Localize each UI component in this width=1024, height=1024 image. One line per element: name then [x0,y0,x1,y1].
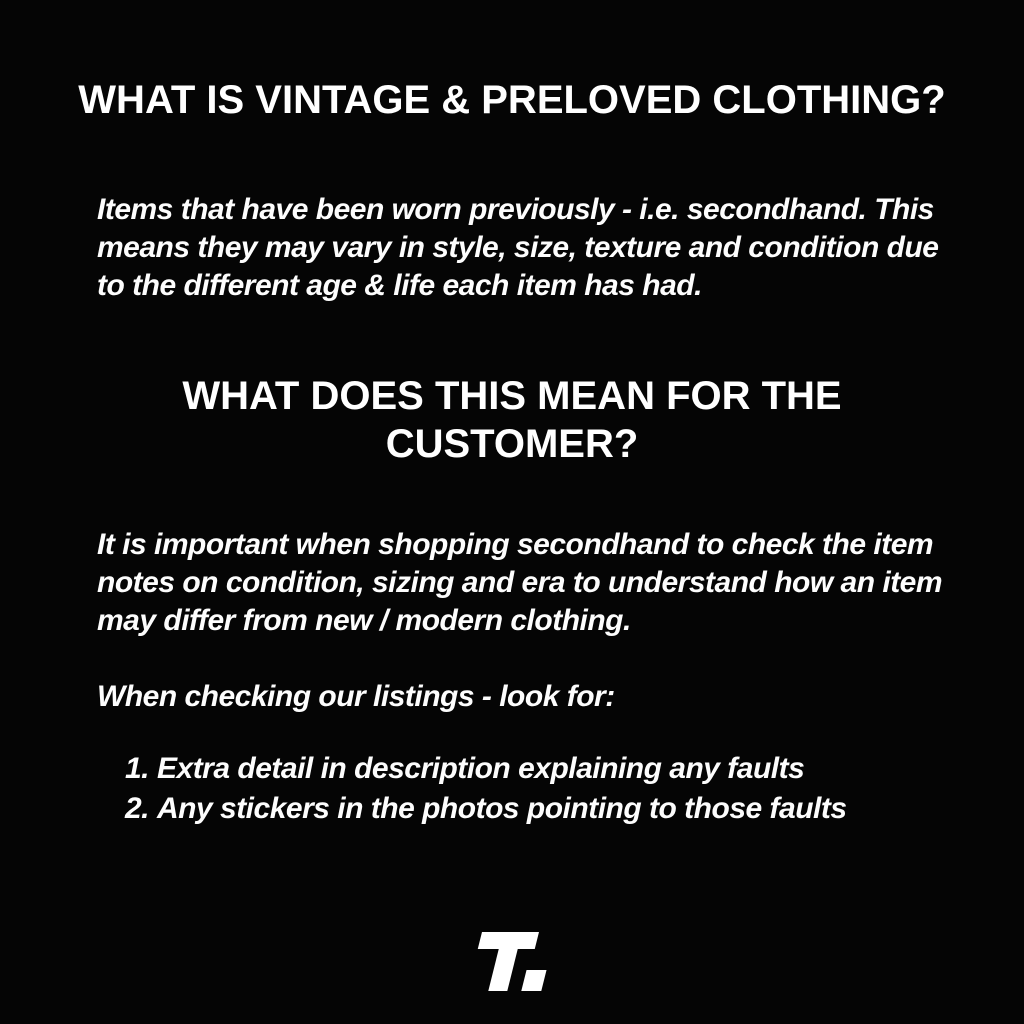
checklist-item-number: 2. [125,792,150,825]
brand-logo [477,932,547,992]
intro-paragraph-line-1: Items that have been worn previously - i.e. secondhand. This [97,193,934,226]
brand-logo-text [477,992,478,993]
intro-paragraph-line-3: to the different age & life each item has had. [97,269,702,302]
customer-paragraph-line-1: It is important when shopping secondhand to check the item [97,528,934,561]
customer-paragraph-line-3: may differ from new / modern clothing. [97,604,631,637]
customer-paragraph-line-2: notes on condition, sizing and era to understand how an item [97,566,943,599]
checklist-item [125,789,985,829]
intro-paragraph-line-2: means they may vary in style, size, texture and condition due [97,231,939,264]
intro-paragraph [97,191,977,305]
page-title: WHAT IS VINTAGE & PRELOVED CLOTHING? [78,78,946,122]
checklist-item-number: 1. [125,752,150,785]
logo-dot [521,970,546,991]
logo-t-stem [488,949,517,991]
customer-heading [0,372,1024,468]
customer-heading-line-2: CUSTOMER? [385,422,639,466]
checklist [125,749,985,829]
checklist-item-text: Any stickers in the photos pointing to those faults [157,792,847,825]
customer-heading-line-1: WHAT DOES THIS MEAN FOR THE [182,374,842,418]
listings-intro: When checking our listings - look for: [97,680,615,713]
t-dot-logo-icon [477,932,547,992]
checklist-item [125,749,985,789]
customer-paragraph [97,526,977,640]
checklist-item-text: Extra detail in description explaining any faults [157,752,805,785]
logo-t-bar [478,932,539,949]
